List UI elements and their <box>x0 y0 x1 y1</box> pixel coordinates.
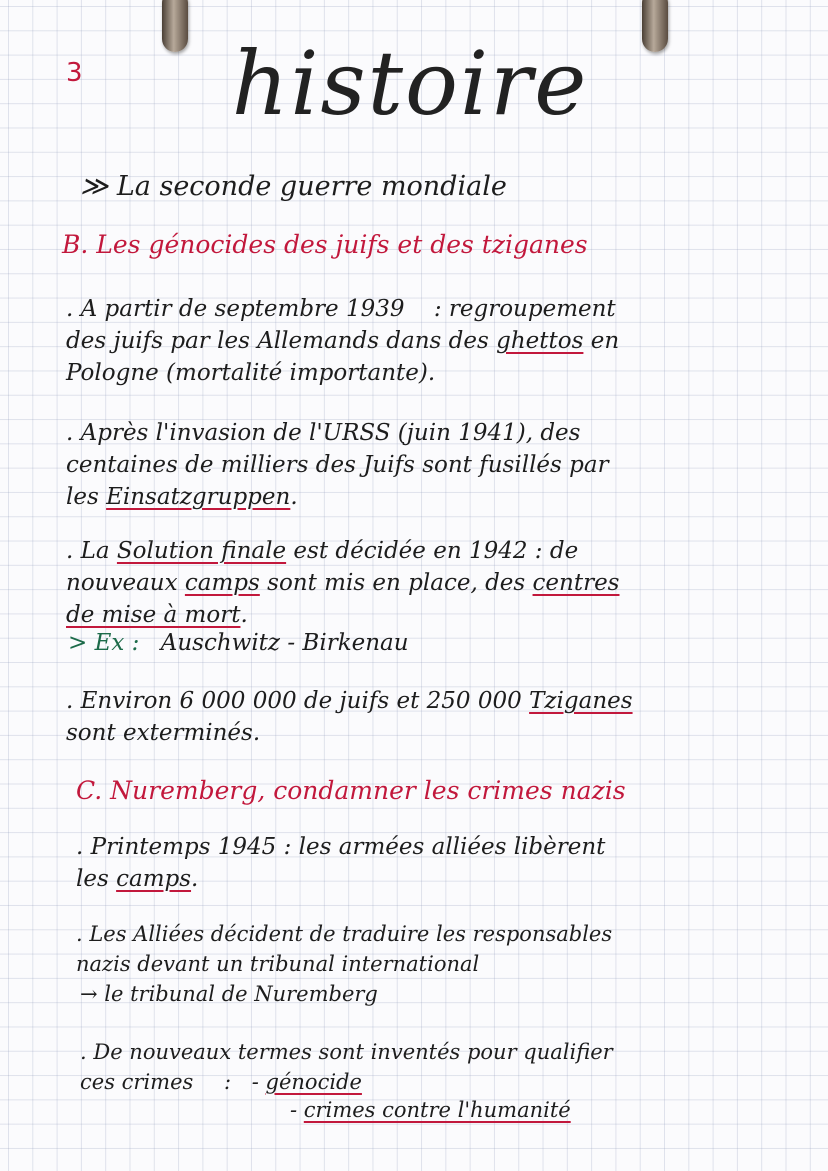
b-p1-text: . A partir de septembre 1939 <box>66 296 405 322</box>
b-p2-line1: . Après l'invasion de l'URSS (juin 1941), des <box>66 420 581 446</box>
example-text: Auschwitz - Birkenau <box>160 630 409 656</box>
b-p2-line2: centaines de milliers des Juifs sont fusillés par <box>66 452 609 478</box>
b-p3-example <box>68 632 409 655</box>
b-p4-line2: sont exterminés. <box>66 720 261 746</box>
chapter-title <box>80 173 507 200</box>
section-b-heading <box>62 232 588 257</box>
c-p1-text: les <box>76 866 117 892</box>
b-p1-text-cont: : regroupement <box>433 296 616 322</box>
c-p3-line3 <box>290 1100 571 1121</box>
b-p3-line2 <box>66 572 620 595</box>
term-genocide: génocide <box>265 1070 362 1094</box>
term-mise-a-mort: de mise à mort <box>66 602 241 628</box>
b-p3-text: . <box>240 602 248 628</box>
term-tziganes: Tziganes <box>529 688 633 714</box>
b-p3-text: . La <box>66 538 117 564</box>
term-dash: - <box>251 1070 259 1094</box>
c-p2-line3: → le tribunal de Nuremberg <box>80 982 378 1006</box>
c-p1-text: . <box>191 866 199 892</box>
section-c-heading <box>76 778 626 803</box>
b-p3-text: sont mis en place, des <box>259 570 533 596</box>
b-p3-text: nouveaux <box>66 570 185 596</box>
b-p2-text: les <box>66 484 107 510</box>
term-crimes-humanite: crimes contre l'humanité <box>303 1098 571 1122</box>
c-p2-line1: . Les Alliées décident de traduire les responsables <box>76 922 613 946</box>
section-c-title: Nuremberg, condamner les crimes nazis <box>110 776 626 805</box>
c-p3-line2 <box>80 1072 362 1093</box>
term-solution-finale: Solution finale <box>116 538 287 564</box>
page-title: histoire <box>231 32 589 135</box>
c-p1-line2 <box>76 868 198 891</box>
b-p3-line3 <box>66 604 248 627</box>
chapter-text: La seconde guerre mondiale <box>116 171 507 202</box>
section-b-title: Les génocides des juifs et des tziganes <box>96 230 588 259</box>
term-ghettos: ghettos <box>496 328 584 354</box>
b-p3-text: est décidée en 1942 : de <box>286 538 579 564</box>
b-p1-line2 <box>66 330 619 353</box>
c-p2-line2: nazis devant un tribunal international <box>76 952 480 976</box>
c-p3-line1: . De nouveaux termes sont inventés pour qualifier <box>80 1040 613 1064</box>
b-p1-text: des juifs par les Allemands dans des <box>66 328 497 354</box>
c-p3-colon: : <box>223 1070 232 1094</box>
term-camps-liberes: camps <box>116 866 192 892</box>
b-p4-line1 <box>66 690 633 713</box>
b-p4-text: . Environ 6 000 000 de juifs et 250 000 <box>66 688 530 714</box>
section-c-letter: C. <box>76 776 103 805</box>
c-p3-text: ces crimes <box>80 1070 194 1094</box>
page-number: 3 <box>66 58 83 88</box>
term-camps: camps <box>184 570 260 596</box>
c-p1-line1: . Printemps 1945 : les armées alliées libèrent <box>76 834 606 860</box>
term-dash: - <box>290 1098 298 1122</box>
b-p2-text: . <box>290 484 298 510</box>
chapter-marker: ≫ <box>80 171 109 202</box>
term-centres: centres <box>532 570 620 596</box>
section-b-letter: B. <box>62 230 89 259</box>
term-einsatzgruppen: Einsatzgruppen <box>106 484 291 510</box>
b-p1-line3: Pologne (mortalité importante). <box>66 360 436 386</box>
b-p2-line3 <box>66 486 298 509</box>
binder-ring-right <box>642 0 668 52</box>
b-p3-line1 <box>66 540 578 563</box>
binder-ring-left <box>162 0 188 52</box>
b-p1-line1 <box>66 298 616 321</box>
example-label: > Ex : <box>68 630 140 656</box>
b-p1-text: en <box>583 328 620 354</box>
